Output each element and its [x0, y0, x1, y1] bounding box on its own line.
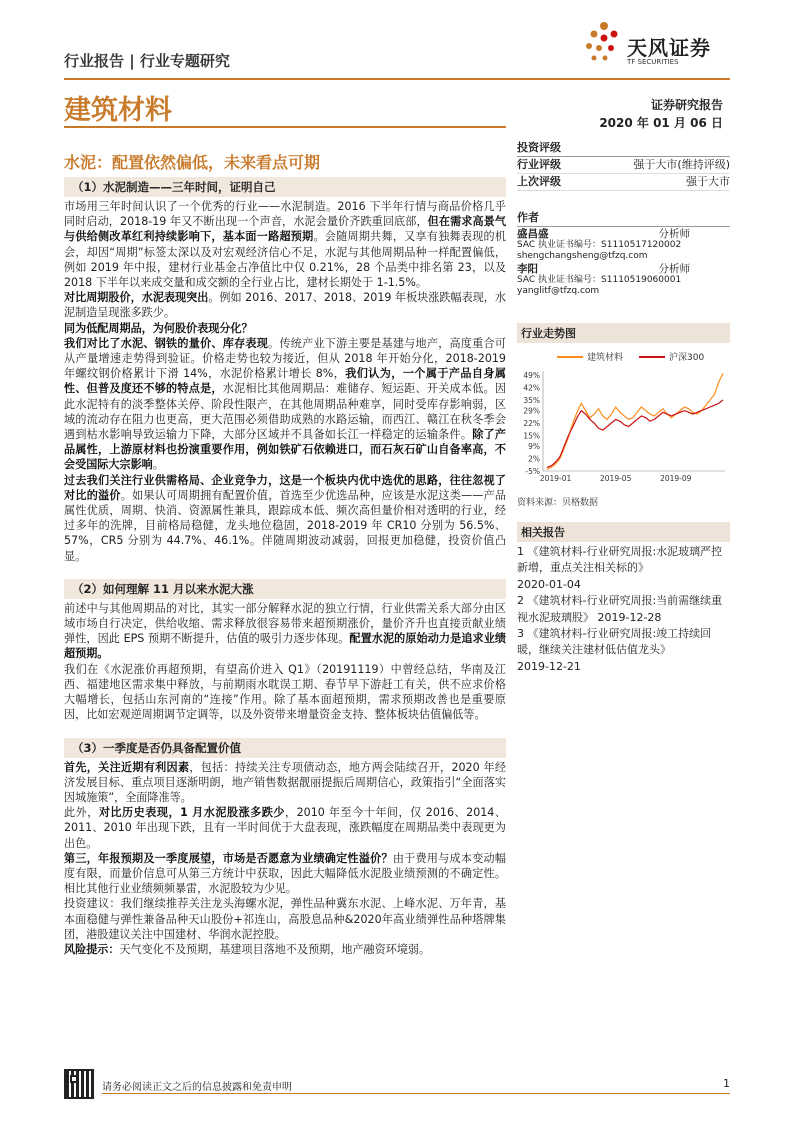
logo-text-en: TF SECURITIES	[627, 58, 679, 66]
x-tick-label: 2019-05	[600, 474, 632, 483]
s1-paragraph-1: 市场用三年时间认识了一个优秀的行业——水泥制造。2016 下半年行情与商品价格几乎同时启动，2018-19 年又不断出现一个声音，水泥会量价齐跌重回底部，但在需求高景气与供给侧改革红利持续影响下，基本面一路超预期。会随周期共舞，又享有独舞表现的机会，却因“周期”标签太深以及对宏观经济信心不足，水泥与其他周期品种一样配置偏低，例如 2019 年中报，建材行业基金占净值比中仅 0.21%，28 个品类中排名第 23，以及 2018 下半年以来成交量和成交额的全行业占比，建材长期处于 1-1.5%。	[64, 200, 506, 290]
section-1-heading: （1）水泥制造——三年时间，证明自己	[64, 177, 506, 197]
title-divider	[64, 126, 506, 128]
report-category: 行业报告 | 行业专题研究	[64, 52, 230, 70]
author-label: 作者	[517, 209, 730, 227]
analyst-card: 李阳 分析师 SAC 执业证书编号：S1110519060001 yanglitf@tfzq.com	[517, 264, 730, 297]
s1-paragraph-5: 过去我们关注行业供需格局、企业竞争力，这是一个板块内优中选优的思路，往往忽视了对比的溢价。如果认可周期拥有配置价值，首选至少优选品种，应该是水泥这类——产品属性优质，周期、快消、资源属性兼具，跟踪成本低、频次高但量价相对透明的行业，经过多年的洗牌，目前格局稳健，龙头地位稳固，2018-2019 年 CR10 分别为 56.5%、57%，CR5 分别为 44.7%、46.1%。伴随周期波动减弱，回报更加稳健，投资价值凸显。	[64, 473, 506, 563]
section-subtitle: 水泥：配置依然偏低，未来看点可期	[64, 153, 321, 172]
series-line	[547, 400, 723, 468]
trend-label: 行业走势图	[517, 323, 730, 343]
y-tick-label: 29%	[523, 406, 540, 416]
y-tick-label: 22%	[523, 419, 540, 428]
s3-paragraph-3: 第三，年报预期及一季度展望，市场是否愿意为业绩确定性溢价？由于费用与成本变动幅度有限，而量价信息可从第三方统计中获取，因此大幅降低水泥股业绩预测的不确定性。相比其他行业业绩频频暴雷，水泥股较为少见。	[64, 851, 506, 896]
sidebar	[517, 136, 730, 675]
s2-paragraph-1: 前述中与其他周期品的对比，其实一部分解释水泥的独立行情，行业供需关系大部分由区域市场自行决定，供给收缩、需求释放很容易带来超预期涨价，量价齐升也直接贡献业绩弹性，因此 EPS 预期不断提升，估值的吸引力逐步体现。配置水泥的原始动力是追求业绩超预期。	[64, 601, 506, 661]
header-divider	[64, 78, 730, 80]
y-tick-label: 42%	[523, 383, 540, 393]
report-type: 证券研究报告	[650, 98, 723, 112]
related-report-item[interactable]: 1 《建筑材料-行业研究周报:水泥玻璃严控新增，重点关注相关标的》 2020-01-04	[517, 545, 723, 591]
related-label: 相关报告	[517, 522, 730, 542]
page-number: 1	[723, 1077, 730, 1090]
chart-source: 资料来源：贝格数据	[517, 498, 599, 508]
s1-paragraph-3: 同为低配周期品，为何股价表现分化？	[64, 321, 253, 335]
analyst-email[interactable]: yanglitf@tfzq.com	[517, 286, 600, 296]
section-3-heading: （3）一季度是否仍具备配置价值	[64, 738, 506, 758]
trend-chart	[517, 347, 730, 493]
related-reports	[517, 544, 730, 675]
legend-label: 沪深300	[669, 353, 705, 363]
footer-divider	[102, 1093, 730, 1094]
analyst-card: 盛昌盛 分析师 SAC 执业证书编号：S1110517120002 shengchangsheng@tfzq.com	[517, 229, 730, 262]
s2-paragraph-2: 我们在《水泥涨价再超预期，有望高价进入 Q1》（20191119）中曾经总结，华南及江西、福建地区需求集中释放，与前期雨水耽误工期、春节早下游赶工有关，供不应求价格大幅增长，包括山东河南的“连接”作用。除了基本面超预期，需求预期改善也是重要原因，比如宏观逆周期调节定调等，以及外资带来增量资金支持、整体板块估值偏低等。	[64, 662, 506, 722]
related-report-item[interactable]: 3 《建筑材料-行业研究周报:竣工持续回暖，继续关注建材低估值龙头》 2019-12-21	[517, 627, 712, 673]
analyst-name: 李阳	[517, 263, 538, 275]
report-date: 2020 年 01 月 06 日	[599, 116, 723, 130]
rating-label: 投资评级	[517, 139, 730, 157]
s3-paragraph-1: 首先，关注近期有利因素，包括：持续关注专项债动态，地方两会陆续召开，2020 年经济发展目标、重点项目逐渐明朗，地产销售数据靓丽提振后周期信心，政策指引“全面落实因城施策”，全面降准等。	[64, 760, 506, 804]
brand-logo	[583, 20, 733, 70]
analyst-cert: SAC 执业证书编号：S1110519060001	[517, 275, 682, 285]
s3-paragraph-2: 此外，对比历史表现，1 月水泥股涨多跌少，2010 年至今十年间，仅 2016、2014、2011、2010 年出现下跌，且有一半时间优于大盘表现，涨跌幅度在周期品类中表现更为出色。	[64, 806, 506, 850]
s1-paragraph-2: 对比周期股价，水泥表现突出。例如 2016、2017、2018、2019 年板块涨跌幅表现，水泥制造呈现涨多跌少。	[64, 291, 506, 320]
y-tick-label: -5%	[525, 467, 540, 476]
y-tick-label: 2%	[528, 454, 540, 464]
trend-chart-svg	[517, 347, 730, 489]
x-tick-label: 2019-01	[539, 474, 572, 483]
s3-paragraph-4: 投资建议：我们继续推荐关注龙头海螺水泥，弹性品种冀东水泥、上峰水泥、万年青，基本面稳健与弹性兼备品种天山股份+祁连山，高股息品种&2020年高业绩弹性品种塔牌集团，港股建议关注中国建材、华润水泥控股。	[64, 897, 506, 941]
y-tick-label: 15%	[523, 431, 540, 441]
qr-code-icon	[64, 1069, 94, 1099]
x-tick-label: 2019-09	[660, 474, 692, 483]
logo-mark-icon	[583, 20, 625, 64]
analyst-email[interactable]: shengchangsheng@tfzq.com	[517, 251, 648, 261]
analyst-cert: SAC 执业证书编号：S1110517120002	[517, 240, 682, 250]
rating-row: 行业评级 强于大市(维持评级)	[517, 157, 730, 174]
footer-disclaimer: 请务必阅读正文之后的信息披露和免责申明	[102, 1082, 292, 1093]
s3-paragraph-5: 风险提示：天气变化不及预期，基建项目落地不及预期，地产融资环境弱。	[64, 942, 431, 956]
y-tick-label: 9%	[528, 442, 540, 452]
analyst-name: 盛昌盛	[517, 228, 549, 240]
s1-paragraph-4: 我们对比了水泥、钢铁的量价、库存表现。传统产业下游主要是基建与地产，高度重合可从产量增速走势得到验证。价格走势也较为接近，但从 2018 年开始分化，2018-2019 年螺纹钢价格累计下滑 14%，水泥价格累计增长 8%，我们认为，一个属于产品自身属性、但普及度还不够的特点是，水泥相比其他周期品：难储存、短运距、开关成本低。因此水泥特有的淡季整体关停、阶段性限产，在其他周期品种难享，同时受库存影响弱，区域的流动存在阻力也更高，更大范围必须借助成熟的水路运输，而西江、赣江在秋冬季会遇到枯水影响导致运输力下降，大部分区域并不具备如长江一样稳定的运输条件。除了产品属性，上游原材料也扮演重要作用，例如铁矿石依赖进口，而石灰石矿山自备率高，不会受国际大宗影响。	[64, 336, 506, 472]
logo-text-cn: 天风证券	[627, 36, 711, 60]
y-tick-label: 49%	[523, 371, 540, 380]
y-tick-label: 35%	[523, 395, 540, 405]
rating-row: 上次评级 强于大市	[517, 174, 730, 191]
related-report-item[interactable]: 2 《建筑材料-行业研究周报:当前需继续重视水泥玻璃股》 2019-12-28	[517, 594, 723, 624]
legend-label: 建筑材料	[587, 353, 624, 363]
section-2-heading: （2）如何理解 11 月以来水泥大涨	[64, 579, 506, 599]
main-content	[64, 150, 506, 957]
page-title: 建筑材料	[64, 95, 172, 126]
